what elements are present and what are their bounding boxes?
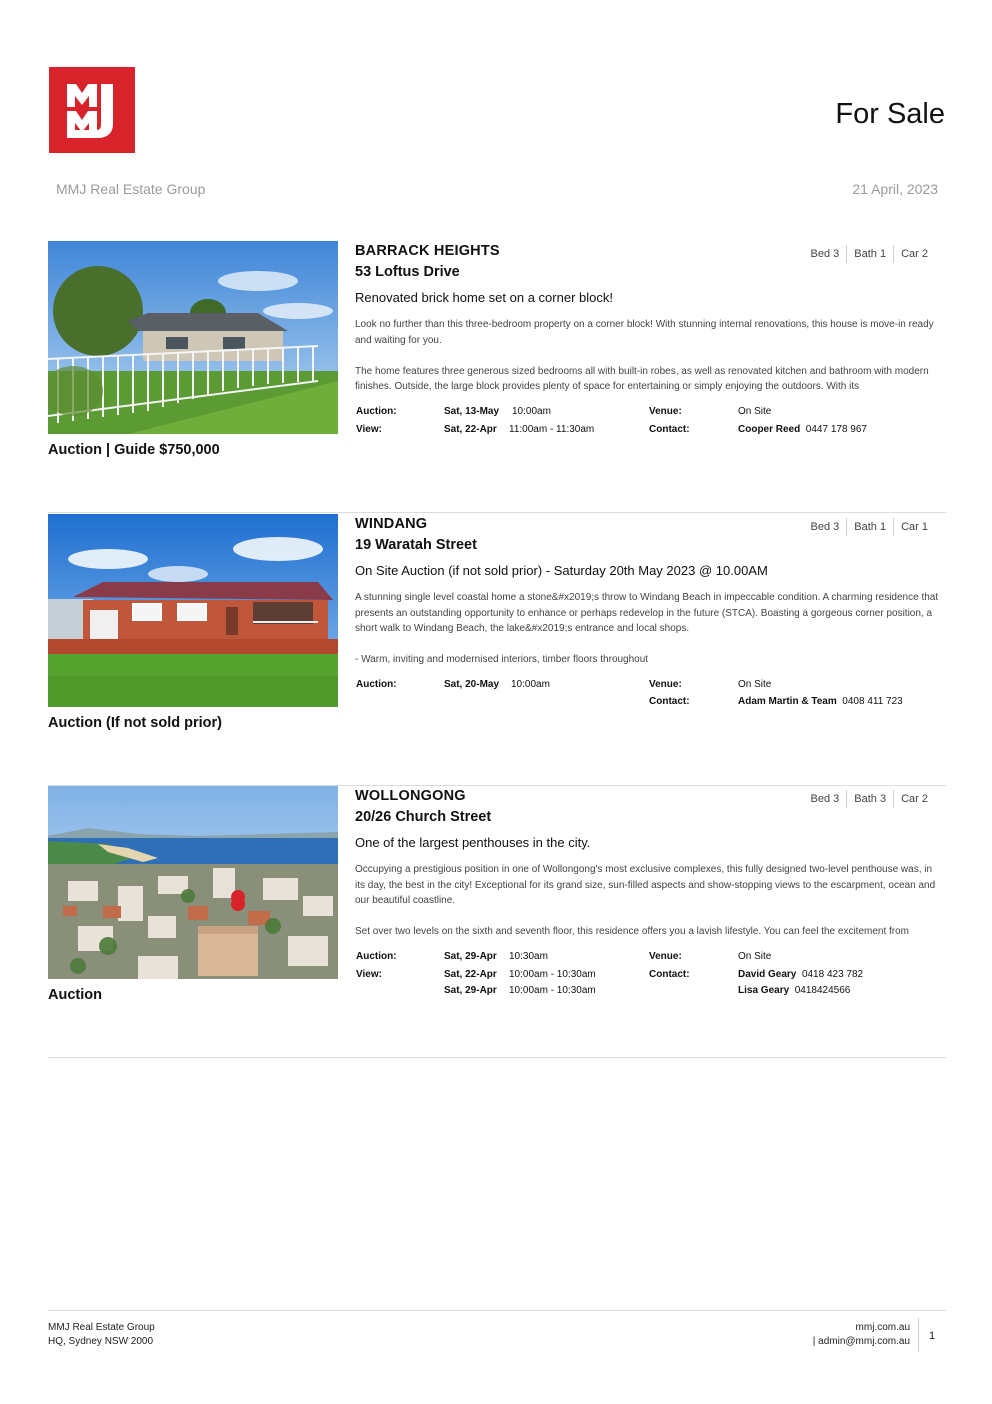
event-row xyxy=(355,424,946,440)
listing-card xyxy=(48,786,946,1058)
listing-description xyxy=(355,862,940,937)
venue-text: On Site xyxy=(738,679,772,690)
property-features xyxy=(804,245,935,263)
footer-website-link[interactable]: mmj.com.au xyxy=(855,1322,910,1333)
mmj-logo xyxy=(49,67,135,153)
page-number: 1 xyxy=(929,1330,936,1342)
contact-phone[interactable]: 0418 423 782 xyxy=(801,969,864,980)
listing-suburb: WOLLONGONG xyxy=(355,788,466,804)
event-row xyxy=(355,679,946,695)
contact-value xyxy=(738,985,850,996)
footer-address: HQ, Sydney NSW 2000 xyxy=(48,1336,154,1347)
listing-card xyxy=(48,241,946,513)
footer-email-link[interactable]: | admin@mmj.com.au xyxy=(812,1336,910,1347)
event-row xyxy=(355,696,946,712)
event-date: Sat, 29-Apr xyxy=(444,951,497,962)
footer-contact-block xyxy=(813,1321,910,1349)
price-guide: Auction | Guide $750,000 xyxy=(48,442,220,458)
listing-address[interactable]: 19 Waratah Street xyxy=(355,537,477,553)
contact-name: David Geary xyxy=(738,969,797,980)
contact-phone[interactable]: 0408 411 723 xyxy=(842,696,903,707)
event-time: 10:00am - 10:30am xyxy=(509,969,596,980)
brick-house-photo[interactable] xyxy=(48,514,338,707)
bath-count: Bath 3 xyxy=(854,793,887,805)
event-date: Sat, 22-Apr xyxy=(444,969,497,980)
event-date: Sat, 13-May xyxy=(444,406,500,417)
event-date: Sat, 20-May xyxy=(444,679,500,690)
listing-headline: One of the largest penthouses in the city. xyxy=(355,835,591,850)
event-label: Auction: xyxy=(356,406,397,417)
bath-count: Bath 1 xyxy=(854,248,887,260)
listing-description xyxy=(355,590,940,665)
venue-value xyxy=(738,679,771,690)
divider xyxy=(918,1318,919,1352)
bed-count: Bed 3 xyxy=(810,793,840,805)
listing-address[interactable]: 20/26 Church Street xyxy=(355,809,492,825)
description-paragraph: Look no further than this three-bedroom property on a corner block! With stunning internal renovations, this house is move-in ready and waiting for you. xyxy=(355,319,934,346)
event-row xyxy=(355,406,946,422)
bed-count: Bed 3 xyxy=(810,248,840,260)
venue-text: On Site xyxy=(738,406,772,417)
event-label: Auction: xyxy=(356,679,397,690)
listing-headline: On Site Auction (if not sold prior) - Saturday 20th May 2023 @ 10.00AM xyxy=(355,563,768,578)
listing-address[interactable]: 53 Loftus Drive xyxy=(355,264,460,280)
property-features xyxy=(804,790,935,808)
listing-card xyxy=(48,514,946,786)
venue-label: Venue: xyxy=(649,951,682,962)
event-time: 10:30am xyxy=(509,951,548,962)
event-time: 10:00am xyxy=(511,679,550,690)
event-label: Auction: xyxy=(356,951,397,962)
description-paragraph: The home features three generous sized bedrooms all with built-in robes, as well as renovated kitchen and bathroom with modern finishes. Outside, the large block provides plenty of space for entertaining or simply enjoying the outdoors. With its xyxy=(355,365,929,392)
event-date: Sat, 22-Apr xyxy=(444,424,497,435)
event-label: View: xyxy=(356,424,382,435)
contact-phone[interactable]: 0447 178 967 xyxy=(805,424,867,435)
contact-value xyxy=(738,424,867,435)
listing-headline: Renovated brick home set on a corner block! xyxy=(355,290,613,305)
car-count: Car 2 xyxy=(901,248,928,260)
description-paragraph: A stunning single level coastal home a stone&#x2019;s throw to Windang Beach in impeccable condition. A charming residence that presents an outstanding opportunity to enhance or perhaps redevelop in the future (STCA). Boasting a gorgeous corner position, a short walk to Windang Beach, the lake&#x2019;s entrance and local shops. xyxy=(355,592,939,635)
listing-suburb: WINDANG xyxy=(355,516,428,532)
event-time: 11:00am - 11:30am xyxy=(509,424,595,435)
listing-description xyxy=(355,317,940,392)
contact-value xyxy=(738,969,863,980)
property-features xyxy=(804,518,935,536)
contact-value xyxy=(738,696,903,707)
description-paragraph: Set over two levels on the sixth and seventh floor, this residence offers you a lavish lifestyle. You can feel the excitement from xyxy=(355,926,910,937)
page-title: For Sale xyxy=(835,98,945,130)
venue-value xyxy=(738,951,771,962)
agency-name: MMJ Real Estate Group xyxy=(56,181,206,197)
mmj-logo-icon xyxy=(49,67,135,153)
contact-label: Contact: xyxy=(649,696,690,707)
price-guide: Auction xyxy=(48,987,102,1003)
event-row xyxy=(355,985,946,1001)
event-time: 10:00am - 10:30am xyxy=(509,985,596,996)
venue-value xyxy=(738,406,771,417)
event-row xyxy=(355,969,946,985)
description-paragraph: - Warm, inviting and modernised interiors, timber floors throughout xyxy=(355,654,649,665)
car-count: Car 2 xyxy=(901,793,928,805)
contact-name: Lisa Geary xyxy=(738,985,790,996)
divider xyxy=(48,1057,946,1058)
contact-name: Cooper Reed xyxy=(738,424,801,435)
venue-label: Venue: xyxy=(649,679,682,690)
footer-company-block xyxy=(48,1321,155,1349)
bath-count: Bath 1 xyxy=(854,521,887,533)
contact-label: Contact: xyxy=(649,969,690,980)
aerial-city-coast-photo[interactable] xyxy=(48,786,338,979)
description-paragraph: Occupying a prestigious position in one of Wollongong's most exclusive complexes, this fully designed two-level penthouse was, in its day, the best in the city! Exceptional for its grand size, sun-filled aspects and show-stopping views to the escarpment, ocean and our beautiful coastline. xyxy=(355,864,936,907)
house-with-white-fence-photo[interactable] xyxy=(48,241,338,434)
divider xyxy=(48,512,946,513)
price-guide: Auction (If not sold prior) xyxy=(48,715,222,731)
event-time: 10:00am xyxy=(512,406,551,417)
contact-name: Adam Martin & Team xyxy=(738,696,837,707)
event-date: Sat, 29-Apr xyxy=(444,985,497,996)
bed-count: Bed 3 xyxy=(810,521,840,533)
footer-divider xyxy=(48,1310,946,1311)
footer-company: MMJ Real Estate Group xyxy=(48,1322,155,1333)
listing-suburb: BARRACK HEIGHTS xyxy=(355,243,500,259)
car-count: Car 1 xyxy=(901,521,928,533)
venue-text: On Site xyxy=(738,951,772,962)
contact-label: Contact: xyxy=(649,424,690,435)
venue-label: Venue: xyxy=(649,406,682,417)
contact-phone[interactable]: 0418424566 xyxy=(794,985,851,996)
event-row xyxy=(355,951,946,967)
report-date: 21 April, 2023 xyxy=(852,181,938,197)
event-label: View: xyxy=(356,969,382,980)
